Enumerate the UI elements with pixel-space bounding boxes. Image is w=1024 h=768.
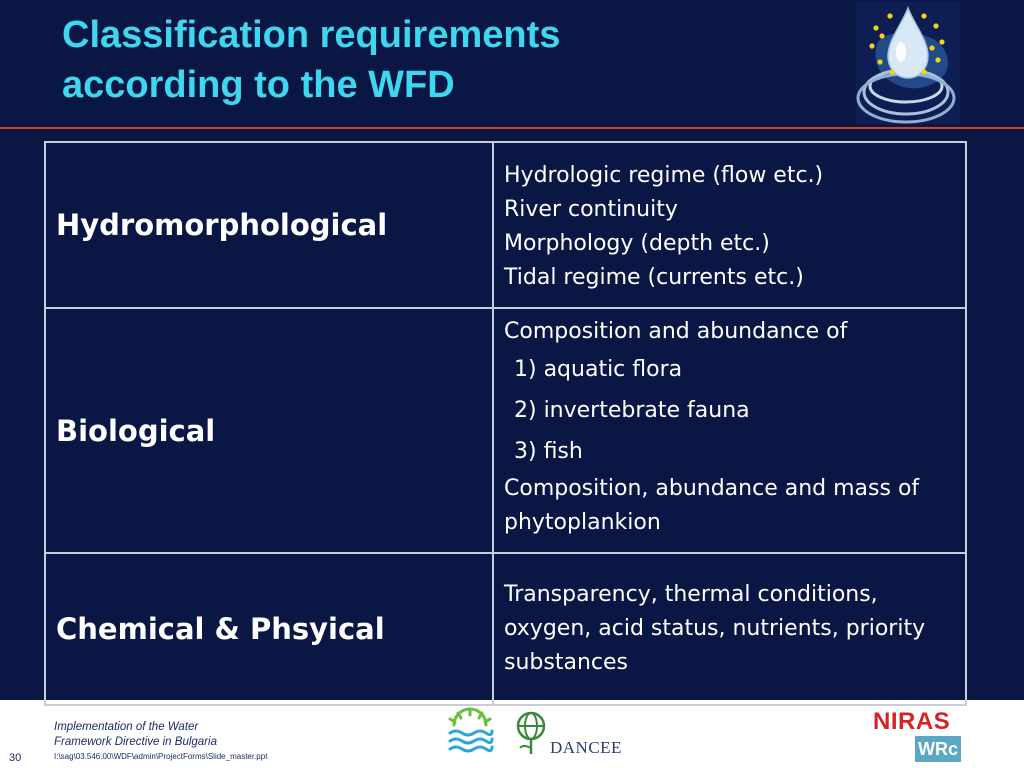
slide-title — [62, 10, 822, 110]
description-cell — [493, 553, 966, 705]
footer-line-1: Implementation of the Water — [54, 721, 199, 733]
eu-water-drop-logo — [856, 2, 960, 124]
description-line: Composition and abundance of — [504, 319, 848, 344]
wrc-logo: WRc — [915, 736, 961, 762]
description-line: Transparency, thermal conditions, oxygen, acid status, nutrients, priority substances — [504, 582, 926, 675]
description-cell — [493, 142, 966, 308]
niras-logo: NIRAS — [873, 708, 951, 735]
footer-project-title — [54, 720, 217, 750]
category-cell: Biological — [45, 308, 493, 553]
description-line: Composition, abundance and mass of phytoplankion — [504, 476, 920, 535]
description-item: 2) invertebrate fauna — [514, 398, 750, 423]
table-row — [45, 553, 966, 705]
title-line-2: according to the WFD — [62, 64, 455, 106]
title-line-1: Classification requirements — [62, 14, 561, 56]
sun-water-logo — [446, 707, 494, 761]
description-line: River continuity — [504, 197, 678, 222]
description-line: Morphology (depth etc.) — [504, 231, 770, 256]
description-line: Tidal regime (currents etc.) — [504, 265, 804, 290]
dancee-label: DANCEE — [550, 738, 622, 757]
title-divider — [0, 127, 1024, 129]
dancee-globe-logo — [514, 710, 548, 760]
category-cell: Chemical & Phsyical — [45, 553, 493, 705]
requirements-table — [44, 141, 967, 706]
description-item: 1) aquatic flora — [514, 357, 683, 382]
table-row — [45, 142, 966, 308]
description-line: Hydrologic regime (flow etc.) — [504, 163, 824, 188]
footer-file-path: I:\sag\03.546.00\WDF\admin\ProjectForms\Slide_master.ppt — [54, 752, 268, 761]
page-number: 30 — [9, 752, 22, 764]
table-row — [45, 308, 966, 553]
category-cell: Hydromorphological — [45, 142, 493, 308]
footer-line-2: Framework Directive in Bulgaria — [54, 736, 217, 748]
description-cell — [493, 308, 966, 553]
description-item: 3) fish — [514, 439, 583, 464]
